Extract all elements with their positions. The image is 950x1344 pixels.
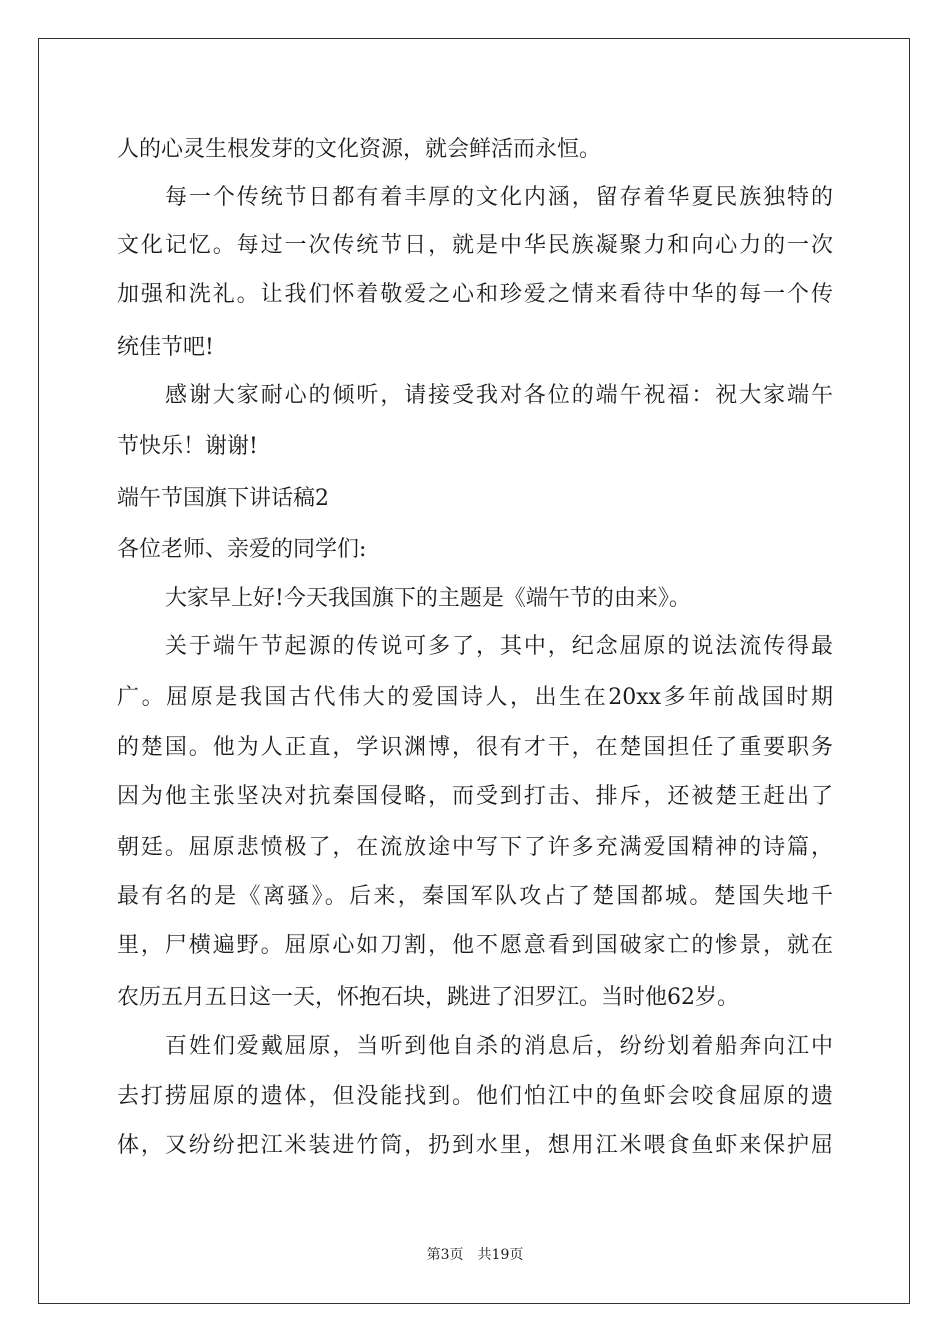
paragraph-start: 感谢大家耐心的倾听，请接受我对各位的端午祝福：祝大家端午	[165, 383, 833, 408]
text-line: 体，又纷纷把江米装进竹筒，扔到水里，想用江米喂食鱼虾来保护屈	[117, 1133, 833, 1158]
paragraph-start: 大家早上好!今天我国旗下的主题是《端午节的由来》。	[165, 586, 691, 611]
page-footer	[0, 1245, 950, 1265]
text-line: 朝廷。屈原悲愤极了，在流放途中写下了许多充满爱国精神的诗篇，	[117, 835, 833, 860]
text-line: 的楚国。他为人正直，学识渊博，很有才干，在楚国担任了重要职务	[117, 735, 833, 760]
page-border	[38, 38, 910, 1304]
page-number: 第3页	[426, 1247, 464, 1263]
text-line: 加强和洗礼。让我们怀着敬爱之心和珍爱之情来看待中华的每一个传	[117, 282, 833, 307]
text-line: 因为他主张坚决对抗秦国侵略，而受到打击、排斥，还被楚王赶出了	[117, 784, 833, 809]
text-line: 最有名的是《离骚》。后来，秦国军队攻占了楚国都城。楚国失地千	[117, 884, 833, 909]
text-line: 农历五月五日这一天，怀抱石块，跳进了汨罗江。当时他62岁。	[117, 985, 739, 1010]
section-heading: 端午节国旗下讲话稿2	[117, 486, 329, 511]
page-total: 共19页	[477, 1247, 524, 1263]
text-line: 文化记忆。每过一次传统节日，就是中华民族凝聚力和向心力的一次	[117, 233, 833, 258]
paragraph-start: 每一个传统节日都有着丰厚的文化内涵，留存着华夏民族独特的	[165, 185, 833, 210]
text-line: 广。屈原是我国古代伟大的爱国诗人，出生在20xx多年前战国时期	[117, 685, 833, 710]
text-line: 去打捞屈原的遗体，但没能找到。他们怕江中的鱼虾会咬食屈原的遗	[117, 1084, 833, 1109]
salutation: 各位老师、亲爱的同学们:	[117, 537, 367, 562]
text-line: 里，尸横遍野。屈原心如刀割，他不愿意看到国破家亡的惨景，就在	[117, 933, 833, 958]
text-line: 节快乐！谢谢!	[117, 434, 258, 459]
text-line: 统佳节吧!	[117, 335, 214, 360]
paragraph-start: 关于端午节起源的传说可多了，其中，纪念屈原的说法流传得最	[165, 634, 833, 659]
paragraph-start: 百姓们爱戴屈原，当听到他自杀的消息后，纷纷划着船奔向江中	[165, 1034, 833, 1059]
text-line: 人的心灵生根发芽的文化资源，就会鲜活而永恒。	[117, 137, 602, 162]
